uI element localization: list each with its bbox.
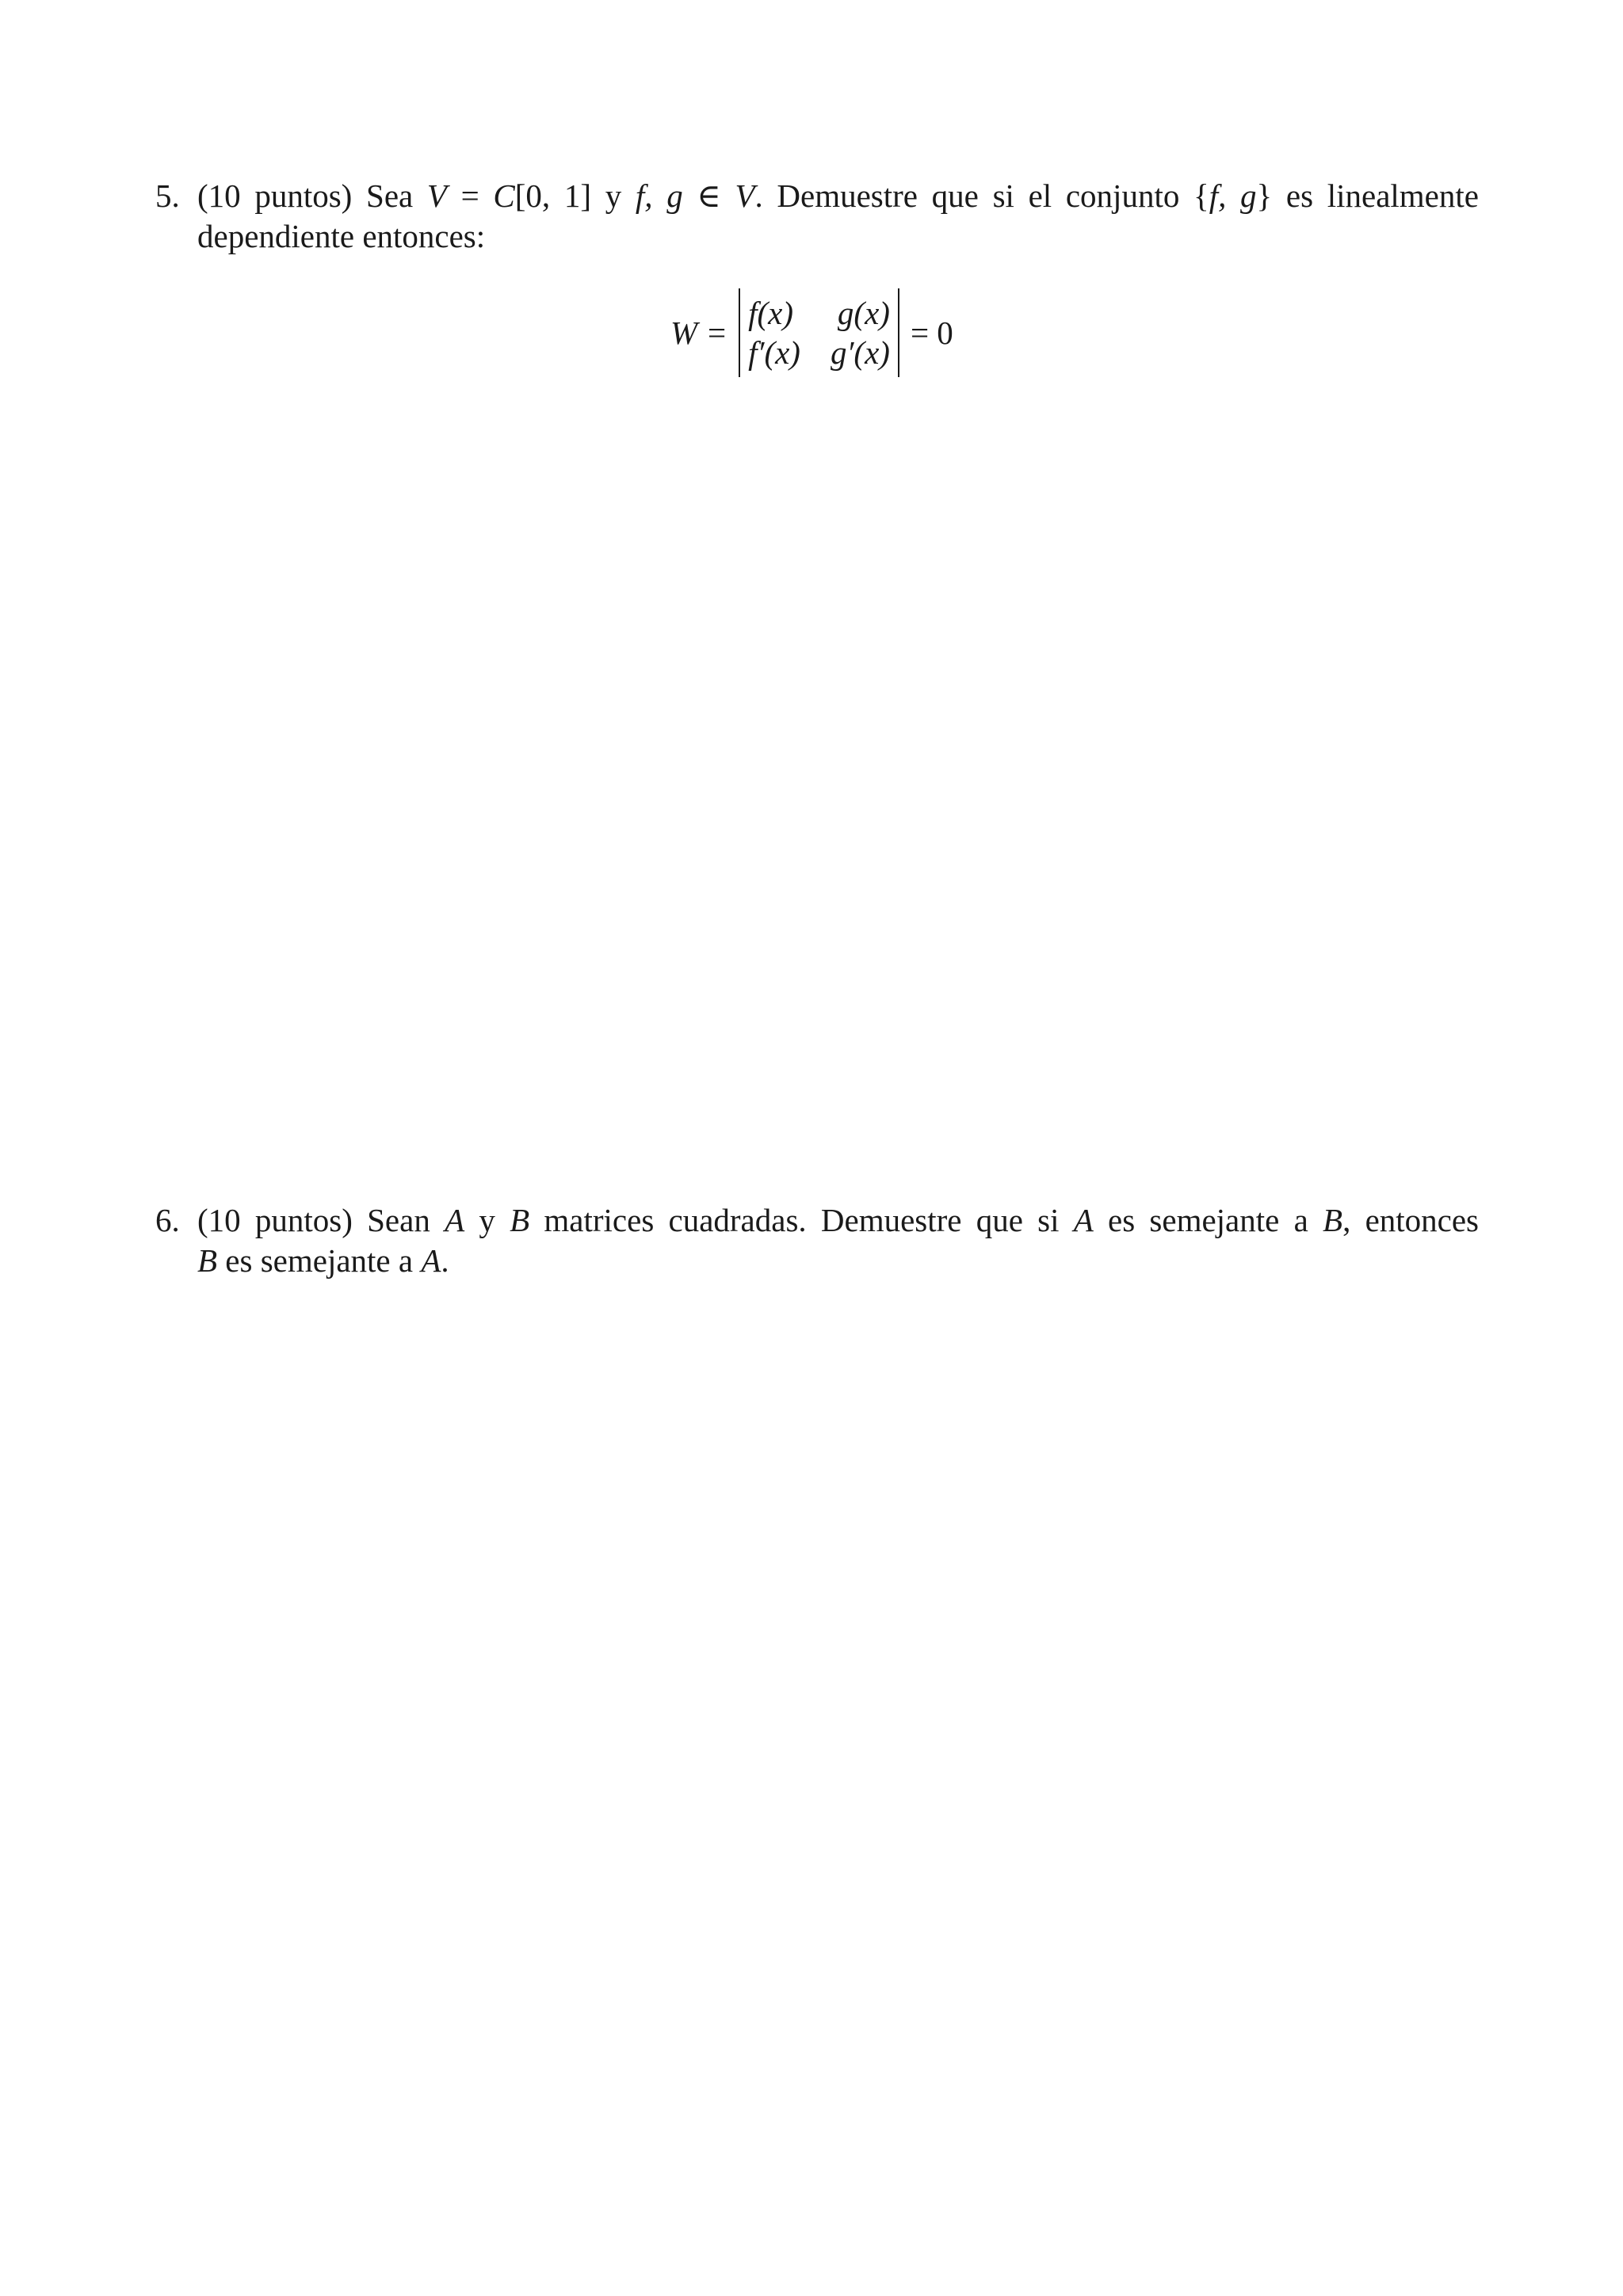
matrix-cell: g(x) bbox=[837, 295, 890, 331]
problem-number: 5. bbox=[155, 177, 180, 214]
math-symbol: A bbox=[421, 1242, 441, 1279]
problem-statement bbox=[197, 1200, 1479, 1281]
math-symbol: B bbox=[1323, 1202, 1343, 1238]
matrix-row bbox=[748, 333, 890, 372]
math-symbol: V bbox=[735, 177, 755, 214]
math-symbol: f, g bbox=[635, 177, 683, 214]
math-symbol: A bbox=[1073, 1202, 1094, 1238]
problem-6 bbox=[155, 1200, 1479, 1281]
statement-line-1 bbox=[197, 1200, 1479, 1241]
matrix-cell: f(x) bbox=[748, 295, 793, 331]
text-run: . Demuestre que si el conjunto { bbox=[754, 177, 1209, 214]
matrix-cell: f′(x) bbox=[748, 334, 800, 371]
text-run: es semejante a bbox=[1093, 1202, 1323, 1238]
text-run: y bbox=[464, 1202, 510, 1238]
text-run: es semejante a bbox=[217, 1242, 422, 1279]
determinant-matrix bbox=[739, 293, 899, 372]
text-run: = bbox=[446, 177, 494, 214]
math-symbol: A bbox=[445, 1202, 465, 1238]
problem-number: 6. bbox=[155, 1202, 180, 1238]
text-run: (10 puntos) Sean bbox=[197, 1202, 445, 1238]
math-symbol: f, g bbox=[1209, 177, 1257, 214]
problem-statement bbox=[197, 176, 1479, 257]
text-run: . bbox=[441, 1242, 449, 1279]
math-symbol: V bbox=[426, 177, 447, 214]
math-symbol: B bbox=[197, 1242, 218, 1279]
math-symbol: B bbox=[510, 1202, 530, 1238]
statement-line-2: dependiente entonces: bbox=[197, 218, 486, 254]
text-run: (10 puntos) Sea bbox=[197, 177, 427, 214]
text-run: matrices cuadradas. Demuestre que si bbox=[529, 1202, 1074, 1238]
text-run: [0, 1] y bbox=[514, 177, 636, 214]
text-run: , entonces bbox=[1342, 1202, 1480, 1238]
matrix-cell: g′(x) bbox=[830, 334, 890, 371]
math-symbol: C bbox=[493, 177, 515, 214]
text-run: } es linealmente bbox=[1256, 177, 1479, 214]
equation-lhs: W = bbox=[670, 314, 728, 351]
text-run: ∈ bbox=[682, 177, 735, 214]
matrix-row bbox=[748, 293, 890, 333]
statement-line-1 bbox=[197, 176, 1479, 216]
equation-rhs: = 0 bbox=[910, 314, 953, 351]
problem-5 bbox=[155, 176, 1479, 257]
statement-line-2 bbox=[197, 1241, 1479, 1281]
wronskian-equation bbox=[670, 293, 953, 372]
